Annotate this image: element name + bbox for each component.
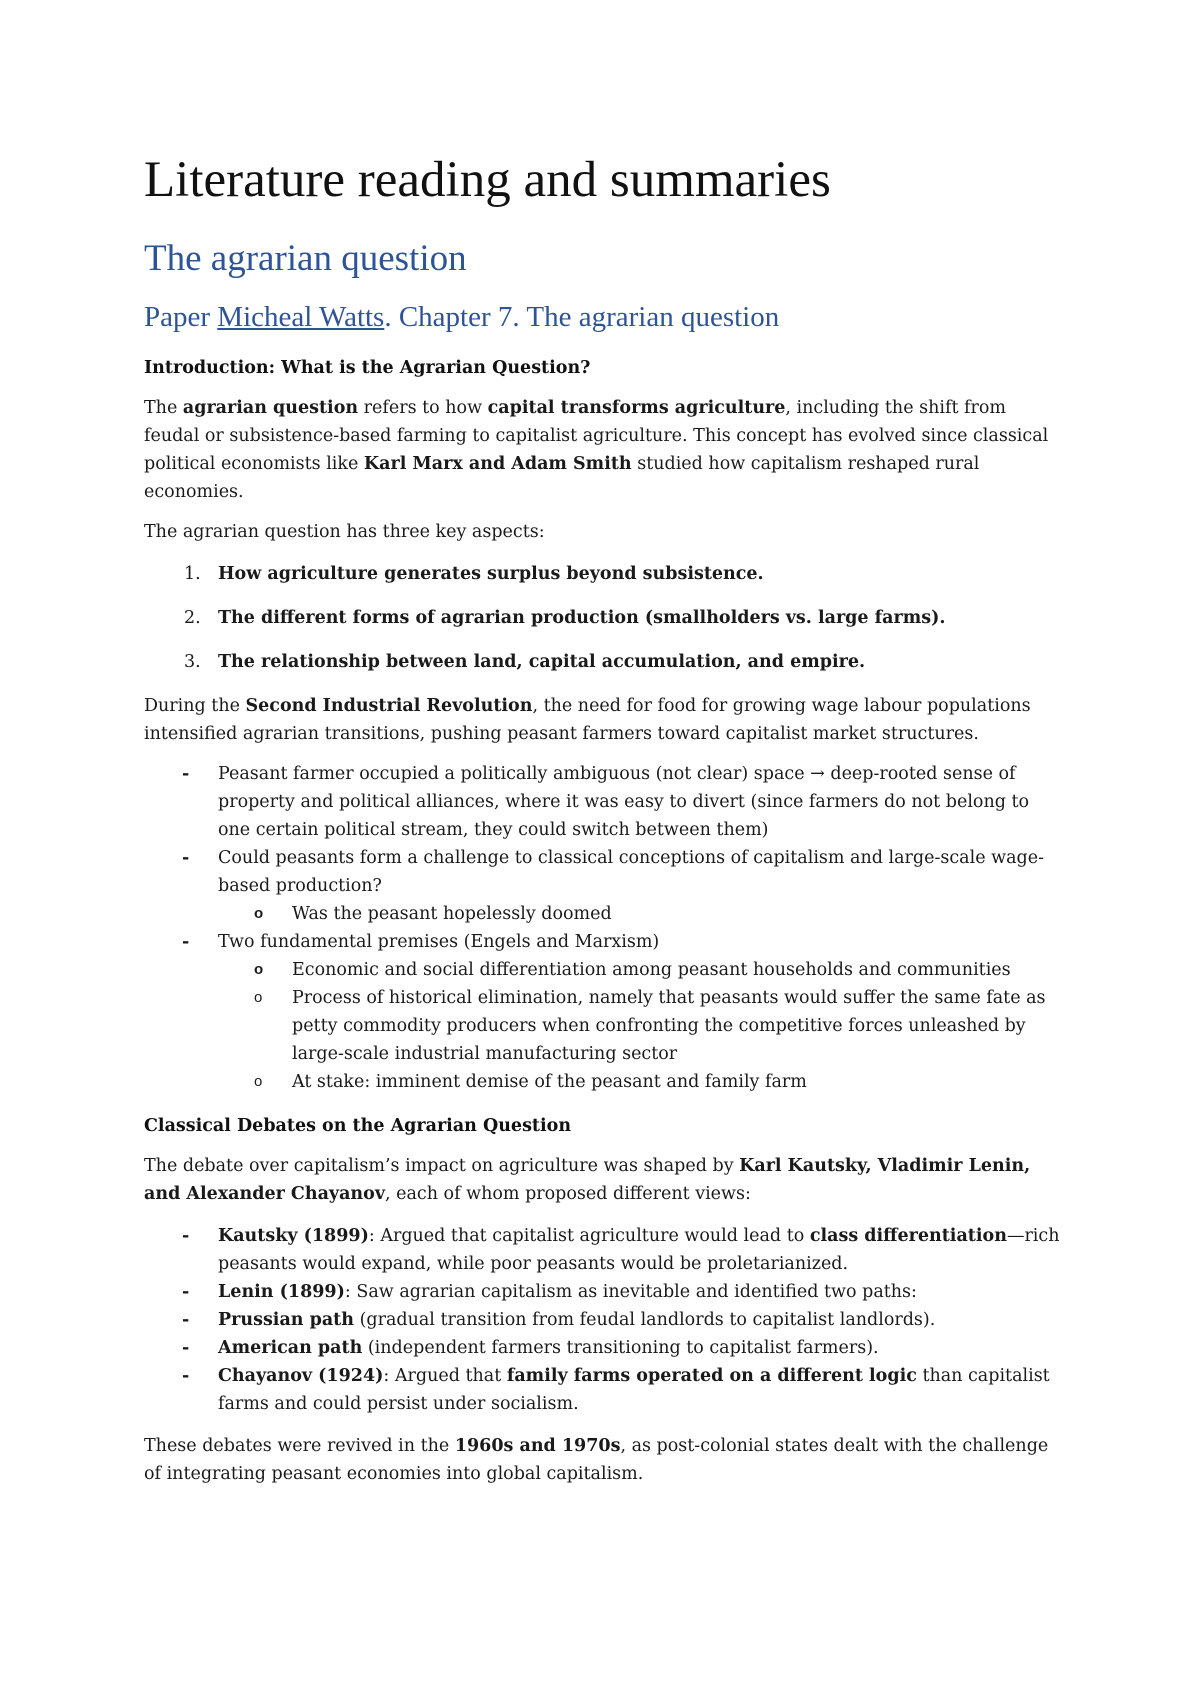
- dash-bullet: -: [182, 932, 190, 952]
- list-item: - Lenin (1899): Saw agrarian capitalism as inevitable and identified two paths:: [144, 1278, 1064, 1306]
- list-item: o Was the peasant hopelessly doomed: [144, 900, 1064, 928]
- intro-heading: Introduction: What is the Agrarian Question?: [144, 358, 591, 378]
- list-item: - Chayanov (1924): Argued that family farms operated on a different logic than capitalist farms and could persist under socialism.: [144, 1362, 1064, 1418]
- dash-bullet: -: [182, 764, 190, 784]
- list-item: - Peasant farmer occupied a politically ambiguous (not clear) space → deep-rooted sense of property and political alliances, where it was easy to divert (since farmers do not belong to one certain political stream, they could switch between them): [144, 760, 1064, 844]
- dash-bullet: -: [182, 1310, 190, 1330]
- list-item: - Could peasants form a challenge to classical conceptions of capitalism and large-scale wage-based production? o Was the peasant hopelessly doomed: [144, 844, 1064, 928]
- classical-debates-heading: Classical Debates on the Agrarian Question: [144, 1116, 572, 1136]
- classical-paragraph-1: The debate over capitalism’s impact on agriculture was shaped by Karl Kautsky, Vladimir Lenin, and Alexander Chayanov, each of whom proposed different views:: [144, 1156, 1031, 1204]
- dash-bullet: -: [182, 1226, 190, 1246]
- list-item: 3. The relationship between land, capital accumulation, and empire.: [184, 652, 866, 672]
- paper-heading: [144, 298, 1064, 336]
- author-link[interactable]: Micheal Watts: [217, 301, 385, 333]
- thinkers-bullet-list: [144, 1222, 1064, 1418]
- intro-paragraph-1: The agrarian question refers to how capital transforms agriculture, including the shift from feudal or subsistence-based farming to capitalist agriculture. This concept has evolved since classical political economists like Karl Marx and Adam Smith studied how capitalism reshaped rural economies.: [144, 398, 1049, 502]
- dash-bullet: -: [182, 848, 190, 868]
- sub-list: [218, 900, 1064, 928]
- aspects-list: [144, 560, 1064, 676]
- dash-bullet: -: [182, 1338, 190, 1358]
- peasant-bullet-list: [144, 760, 1064, 1096]
- list-item: o At stake: imminent demise of the peasant and family farm: [144, 1068, 1064, 1096]
- list-item: 1. How agriculture generates surplus beyond subsistence.: [184, 564, 764, 584]
- list-item: - Prussian path (gradual transition from feudal landlords to capitalist landlords).: [144, 1306, 1064, 1334]
- circle-bullet: o: [254, 989, 263, 1006]
- dash-bullet: -: [182, 1282, 190, 1302]
- list-item: 2. The different forms of agrarian production (smallholders vs. large farms).: [184, 608, 946, 628]
- list-item: o Process of historical elimination, namely that peasants would suffer the same fate as petty commodity producers when confronting the competitive forces unleashed by large-scale industrial manufacturing sector: [144, 984, 1064, 1068]
- list-item: - Kautsky (1899): Argued that capitalist agriculture would lead to class differentiation—rich peasants would expand, while poor peasants would be proletarianized.: [144, 1222, 1064, 1278]
- paper-heading-suffix: . Chapter 7. The agrarian question: [384, 301, 780, 333]
- sub-list: [218, 956, 1064, 1096]
- classical-paragraph-2: These debates were revived in the 1960s and 1970s, as post-colonial states dealt with the challenge of integrating peasant economies into global capitalism.: [144, 1436, 1049, 1484]
- section-heading: The agrarian question: [144, 238, 467, 279]
- dash-bullet: -: [182, 1366, 190, 1386]
- paper-heading-prefix: Paper: [144, 301, 218, 333]
- list-item: o Economic and social differentiation among peasant households and communities: [144, 956, 1064, 984]
- circle-bullet: o: [254, 905, 264, 922]
- circle-bullet: o: [254, 1073, 263, 1090]
- list-item: - American path (independent farmers transitioning to capitalist farmers).: [144, 1334, 1064, 1362]
- document-body: [144, 148, 1064, 1488]
- document-title: Literature reading and summaries: [144, 152, 831, 208]
- intro-paragraph-2: The agrarian question has three key aspects:: [144, 522, 545, 542]
- list-item: - Two fundamental premises (Engels and Marxism) o Economic and social differentiation among peasant households and communities o Process of historical elimination, namely that peasants would suffer the same fate as petty commodity producers when confronting the competitive forces unleashed by large-scale industrial manufacturing sector o At stake: imminent demise of the peasant and family farm: [144, 928, 1064, 1096]
- circle-bullet: o: [254, 961, 264, 978]
- intro-paragraph-3: During the Second Industrial Revolution, the need for food for growing wage labour populations intensified agrarian transitions, pushing peasant farmers toward capitalist market structures.: [144, 696, 1031, 744]
